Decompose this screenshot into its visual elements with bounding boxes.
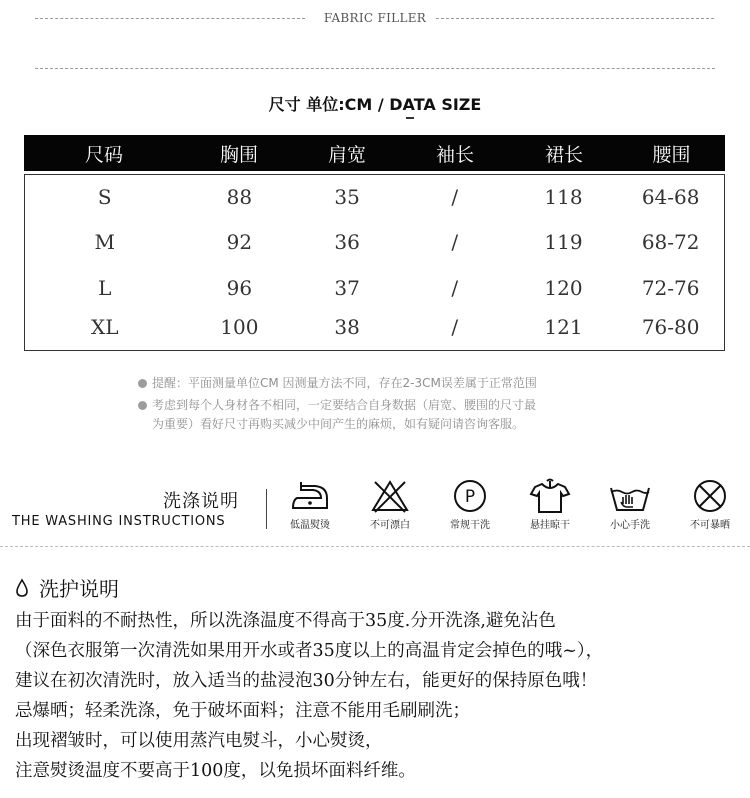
measurement-note-2 bbox=[138, 396, 536, 415]
water-drop-icon bbox=[15, 578, 29, 598]
dry-clean-p-icon bbox=[447, 478, 493, 514]
section-divider bbox=[0, 546, 750, 547]
filler-dashed-bottom bbox=[35, 68, 715, 69]
note-text: 提醒：平面测量单位CM 因测量方法不同，存在2-3CM误差属于正常范围 bbox=[152, 376, 537, 390]
table-row bbox=[25, 276, 724, 300]
header-shoulder: 肩宽 bbox=[327, 143, 366, 166]
care-title-text: 洗护说明 bbox=[39, 577, 119, 601]
bullet-icon bbox=[138, 379, 147, 388]
header-bust: 胸围 bbox=[219, 143, 258, 166]
hand-wash-icon bbox=[607, 478, 653, 514]
measurement-note-3 bbox=[152, 415, 524, 434]
cell-bust: 100 bbox=[220, 315, 259, 339]
wash-icon-label: 小心手洗 bbox=[610, 520, 650, 531]
care-line: （深色衣服第一次清洗如果用开水或者35度以上的高温肯定会掉色的哦~）， bbox=[15, 641, 604, 661]
cell-sleeve: / bbox=[451, 276, 459, 300]
care-title bbox=[15, 573, 119, 602]
wash-icon-item bbox=[510, 478, 590, 531]
wash-icon-item bbox=[270, 478, 350, 531]
wash-icon-label: 常规干洗 bbox=[450, 520, 490, 531]
measurement-note-1 bbox=[138, 374, 537, 393]
svg-text:P: P bbox=[464, 487, 476, 507]
table-row bbox=[25, 185, 724, 209]
care-instructions bbox=[15, 606, 745, 786]
cell-waist: 64-68 bbox=[641, 185, 700, 209]
cell-size: XL bbox=[91, 315, 119, 339]
size-table-body bbox=[24, 174, 725, 351]
filler-title: FABRIC FILLER bbox=[323, 11, 427, 25]
wash-icon-item bbox=[430, 478, 510, 531]
cell-sleeve: / bbox=[451, 185, 459, 209]
header-size: 尺码 bbox=[84, 143, 123, 166]
note-text: 考虑到每个人身材各不相同，一定要结合自身数据（肩宽、腰围的尺寸最 bbox=[152, 398, 537, 412]
washing-title-cn: 洗涤说明 bbox=[163, 491, 239, 512]
cell-shoulder: 37 bbox=[334, 276, 360, 300]
cell-skirt-length: 119 bbox=[544, 230, 583, 254]
cell-skirt-length: 120 bbox=[544, 276, 583, 300]
care-line: 注意熨烫温度不要高于100度，以免损坏面料纤维。 bbox=[15, 761, 416, 781]
hang-dry-icon bbox=[527, 478, 573, 514]
washing-title-en: THE WASHING INSTRUCTIONS bbox=[12, 514, 226, 529]
cell-waist: 76-80 bbox=[641, 315, 700, 339]
no-sun-dry-icon bbox=[687, 478, 733, 514]
filler-dashed-right bbox=[436, 18, 714, 19]
table-row bbox=[25, 315, 724, 339]
cell-shoulder: 35 bbox=[334, 185, 360, 209]
wash-icon-item bbox=[590, 478, 670, 531]
cell-bust: 96 bbox=[226, 276, 253, 300]
wash-icon-label: 低温熨烫 bbox=[290, 520, 330, 531]
care-line: 忌爆晒；轻柔洗涤，免于破坏面料；注意不能用毛刷刷洗； bbox=[15, 701, 470, 721]
table-row bbox=[25, 230, 724, 254]
low-temp-iron-icon bbox=[287, 478, 333, 514]
care-line: 建议在初次清洗时，放入适当的盐浸泡30分钟左右，能更好的保持原色哦！ bbox=[15, 671, 598, 691]
wash-icon-label: 悬挂晾干 bbox=[530, 520, 570, 531]
cell-waist: 72-76 bbox=[641, 276, 700, 300]
cell-bust: 88 bbox=[226, 185, 253, 209]
cell-sleeve: / bbox=[451, 230, 459, 254]
header-sleeve: 袖长 bbox=[435, 143, 474, 166]
cell-waist: 68-72 bbox=[641, 230, 700, 254]
cell-skirt-length: 121 bbox=[544, 315, 583, 339]
care-line: 由于面料的不耐热性，所以洗涤温度不得高于35度.分开洗涤,避免沾色 bbox=[15, 611, 556, 631]
no-bleach-icon bbox=[367, 478, 413, 514]
note-text: 为重要）看好尺寸再购买减少中间产生的麻烦，如有疑问请咨询客服。 bbox=[152, 417, 525, 431]
cell-size: S bbox=[97, 185, 112, 209]
wash-icon-item bbox=[670, 478, 750, 531]
header-waist: 腰围 bbox=[652, 143, 691, 166]
title-underline-mark bbox=[406, 117, 414, 119]
cell-shoulder: 36 bbox=[334, 230, 360, 254]
size-table-header bbox=[24, 135, 725, 171]
cell-shoulder: 38 bbox=[334, 315, 360, 339]
cell-size: M bbox=[94, 230, 116, 254]
bullet-icon bbox=[138, 401, 147, 410]
wash-icon-label: 不可暴晒 bbox=[690, 520, 730, 531]
header-skirt-length: 裙长 bbox=[544, 143, 583, 166]
cell-size: L bbox=[98, 276, 112, 300]
wash-icon-label: 不可漂白 bbox=[370, 520, 410, 531]
cell-bust: 92 bbox=[226, 230, 253, 254]
cell-sleeve: / bbox=[451, 315, 459, 339]
wash-icon-item bbox=[350, 478, 430, 531]
size-table-title: 尺寸 单位:CM / DATA SIZE bbox=[268, 95, 482, 114]
cell-skirt-length: 118 bbox=[544, 185, 583, 209]
washing-divider bbox=[266, 489, 267, 529]
care-line: 出现褶皱时，可以使用蒸汽电熨斗，小心熨烫， bbox=[15, 731, 383, 751]
